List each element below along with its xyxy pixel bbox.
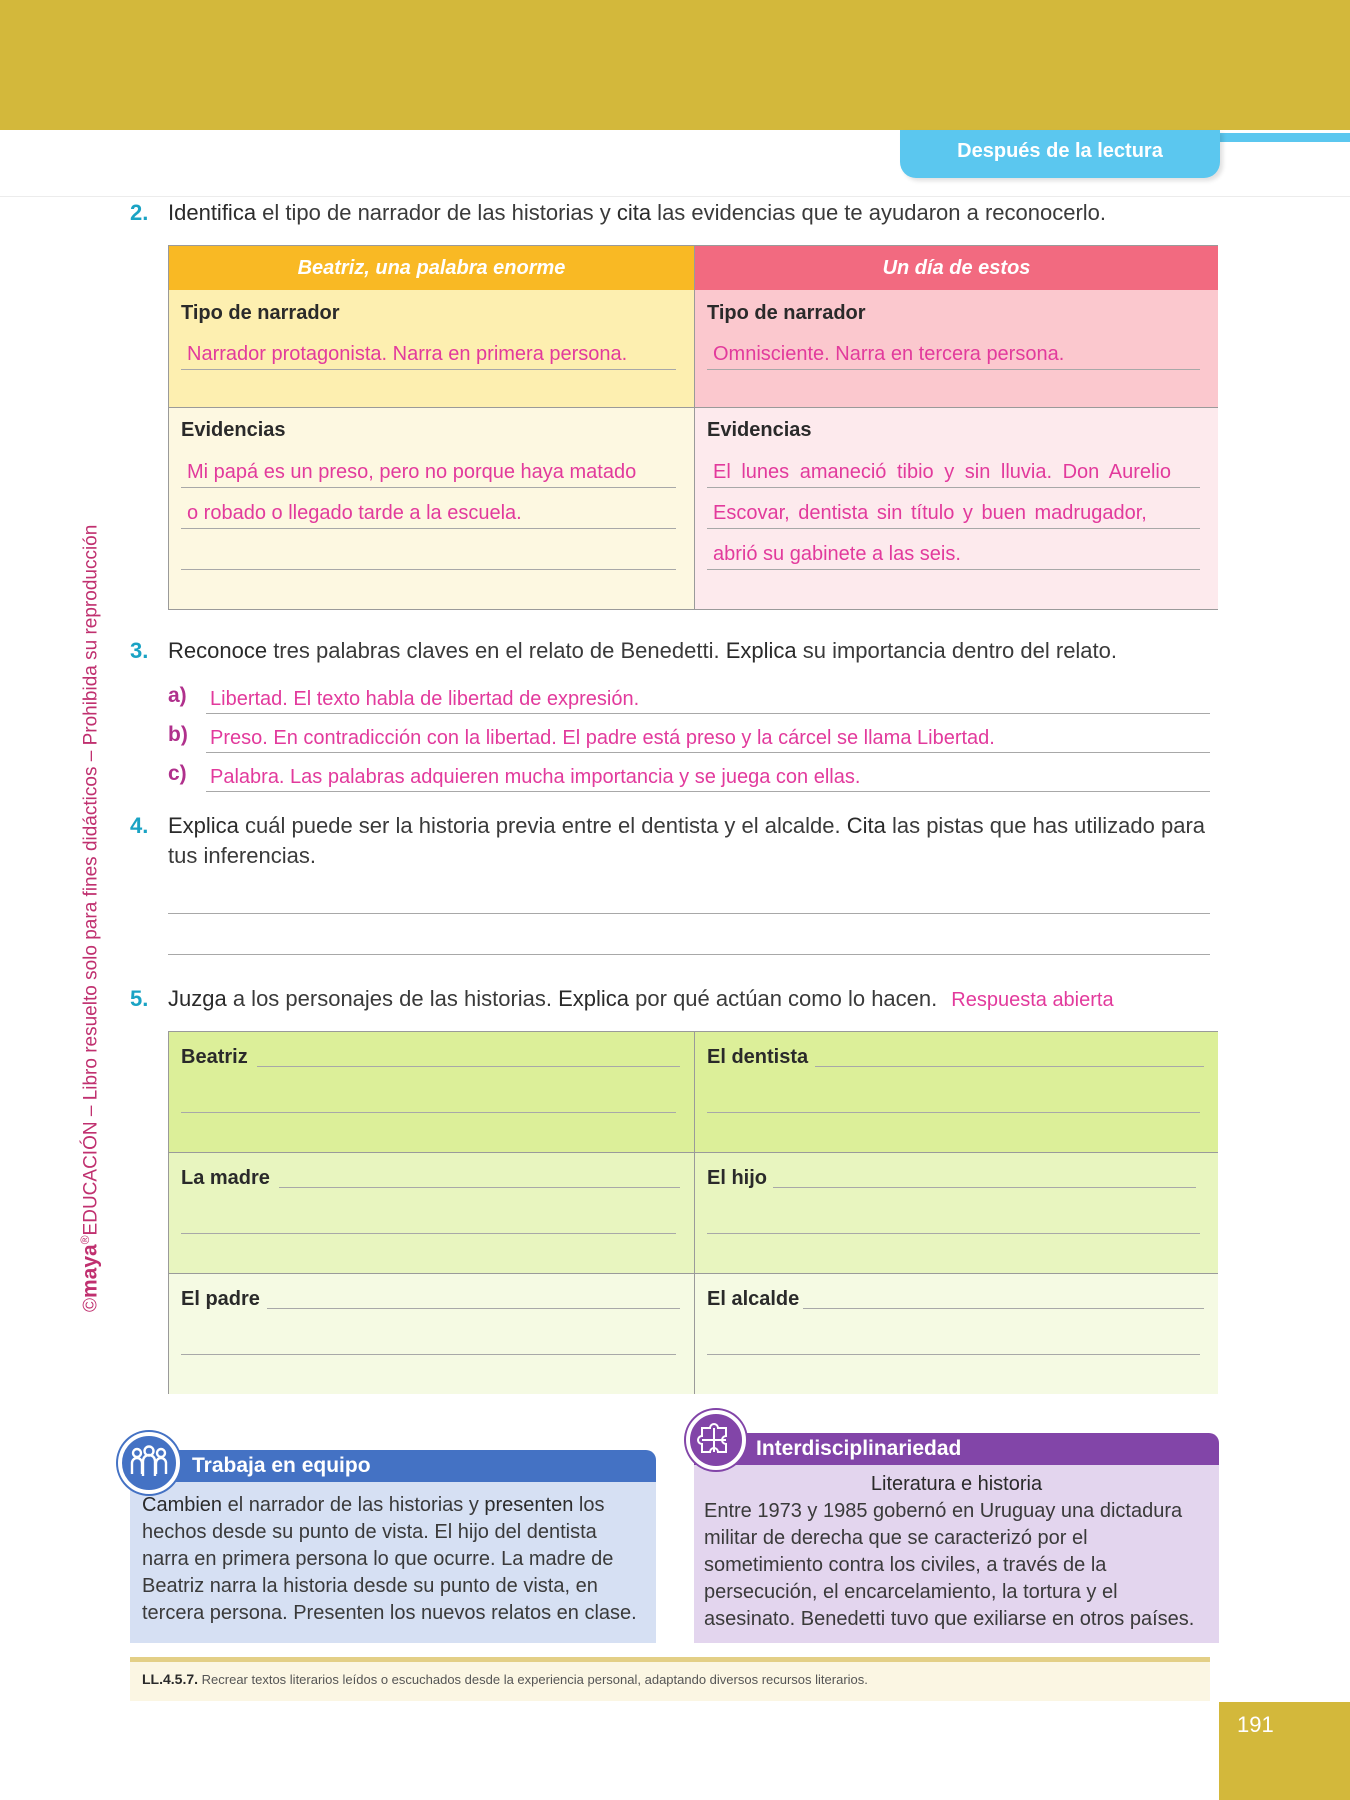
question-2 <box>130 198 1106 228</box>
open-answer-note: Respuesta abierta <box>951 989 1114 1011</box>
team-text: el narrador de las historias y <box>222 1494 485 1516</box>
characters-table <box>168 1031 1218 1394</box>
evidence-label: Evidencias <box>181 419 286 441</box>
answer-line <box>181 1233 676 1234</box>
page-number: 191 <box>1219 1702 1350 1800</box>
team-icon <box>118 1432 180 1494</box>
answer-text: Preso. En contradicción con la libertad. El padre está preso y la cárcel se llama Libertad. <box>206 723 1210 753</box>
answer-text: Libertad. El texto habla de libertad de expresión. <box>206 684 1210 714</box>
question-text: por qué actúan como lo hacen. <box>629 986 938 1011</box>
copyright-symbol: © <box>80 1298 102 1312</box>
answer-line <box>815 1066 1204 1067</box>
answer-line <box>707 1233 1200 1234</box>
answer-line <box>707 1354 1200 1355</box>
answer-line <box>707 1112 1200 1113</box>
curriculum-standard <box>130 1657 1210 1701</box>
narrator-answer: Omnisciente. Narra en tercera persona. <box>707 340 1200 370</box>
standard-code: LL.4.5.7. <box>142 1671 199 1687</box>
character-name: El alcalde <box>707 1288 800 1310</box>
narrator-answer: Narrador protagonista. Narra en primera persona. <box>181 340 676 370</box>
answer-line <box>181 1354 676 1355</box>
answer-line <box>168 913 1210 914</box>
answer-line <box>168 954 1210 955</box>
question-text: el tipo de narrador de las historias y <box>256 200 617 225</box>
answer-line <box>257 1066 680 1067</box>
copyright-note <box>78 525 102 1312</box>
question-number: 3. <box>130 638 149 663</box>
answer-line <box>181 1112 676 1113</box>
question-number: 5. <box>130 986 149 1011</box>
character-name: Beatriz <box>181 1046 248 1068</box>
character-name: La madre <box>181 1167 270 1189</box>
answer-letter: a) <box>168 684 187 707</box>
team-text: los hechos desde su punto de vista. El hijo del dentista narra en primera persona lo que ocurre. La madre de Beatriz narra la historia desde su punto de vista, en tercera persona. Presenten los nuevos relatos en clase. <box>142 1494 637 1624</box>
question-5 <box>130 984 1114 1015</box>
question-text: a los personajes de las historias. <box>226 986 559 1011</box>
answer-b <box>168 723 1210 755</box>
answer-letter: c) <box>168 762 187 785</box>
interdisciplinary-subtitle: Literatura e historia <box>870 1473 1043 1495</box>
character-cell <box>169 1274 694 1394</box>
verb: Identifica <box>168 200 257 225</box>
answer-text: Palabra. Las palabras adquieren mucha importancia y se juega con ellas. <box>206 762 1210 792</box>
interdisciplinary-title: Interdisciplinariedad <box>694 1433 1219 1465</box>
question-number: 4. <box>130 813 149 838</box>
evidence-line <box>181 540 676 570</box>
character-name: El dentista <box>707 1046 809 1068</box>
verb: Cambien <box>142 1494 223 1516</box>
team-work-title: Trabaja en equipo <box>130 1450 656 1482</box>
character-cell <box>169 1032 694 1153</box>
evidence-line: Escovar, dentista sin título y buen madrugador, <box>707 499 1200 529</box>
interdisciplinary-text: Entre 1973 y 1985 gobernó en Uruguay una dictadura militar de derecha que se caracterizó por el sometimiento contra los civiles, a través de la persecución, el encarcelamiento, la tortura y el asesinato. Benedetti tuvo que exiliarse en otros países. <box>704 1500 1195 1630</box>
verb: Explica <box>725 638 797 663</box>
evidence-line: Mi papá es un preso, pero no porque haya matado <box>181 458 676 488</box>
registered-mark: ® <box>78 1235 92 1245</box>
brand-name: maya <box>78 1244 102 1298</box>
table-header-un-dia: Un día de estos <box>694 246 1218 290</box>
evidence-line: abrió su gabinete a las seis. <box>707 540 1200 570</box>
evidence-label: Evidencias <box>707 419 812 441</box>
question-number: 2. <box>130 200 149 225</box>
header-band <box>0 0 1350 130</box>
narrator-cell-beatriz <box>169 290 694 408</box>
question-4 <box>130 811 1230 871</box>
verb: Juzga <box>168 986 227 1011</box>
question-text: las pistas que has utilizado para <box>885 813 1206 838</box>
team-work-box <box>130 1450 656 1643</box>
answer-line <box>803 1308 1204 1309</box>
evidence-cell-un-dia <box>694 408 1218 609</box>
verb: presenten <box>484 1494 574 1516</box>
question-3 <box>130 636 1117 666</box>
question-text: cuál puede ser la historia previa entre el dentista y el alcalde. <box>238 813 847 838</box>
answer-letter: b) <box>168 723 188 746</box>
narrator-label: Tipo de narrador <box>707 302 866 324</box>
answer-c <box>168 762 1210 794</box>
answer-a <box>168 684 1210 716</box>
evidence-line: El lunes amaneció tibio y sin lluvia. Don Aurelio <box>707 458 1200 488</box>
table-header-beatriz: Beatriz, una palabra enorme <box>169 246 694 290</box>
evidence-line: o robado o llegado tarde a la escuela. <box>181 499 676 529</box>
divider <box>0 196 1350 197</box>
interdisciplinary-box <box>694 1433 1219 1643</box>
verb: Cita <box>846 813 886 838</box>
question-text: tres palabras claves en el relato de Benedetti. <box>267 638 726 663</box>
character-cell <box>694 1274 1218 1394</box>
section-tab: Después de la lectura <box>900 130 1220 178</box>
verb: cita <box>616 200 652 225</box>
question-text: su importancia dentro del relato. <box>796 638 1118 663</box>
team-work-text <box>130 1482 656 1643</box>
character-cell <box>694 1153 1218 1274</box>
character-name: El hijo <box>707 1167 767 1189</box>
verb: Explica <box>558 986 630 1011</box>
character-cell <box>694 1032 1218 1153</box>
copyright-text: EDUCACIÓN – Libro resuelto solo para fines didácticos – Prohibida su reproducción <box>80 524 102 1236</box>
standard-text: Recrear textos literarios leídos o escuchados desde la experiencia personal, adaptando diversos recursos literarios. <box>198 1672 868 1687</box>
answer-line <box>279 1187 680 1188</box>
question-text: tus inferencias. <box>168 843 316 868</box>
interdisciplinary-body <box>694 1465 1219 1643</box>
narrator-cell-un-dia <box>694 290 1218 408</box>
answer-line <box>773 1187 1196 1188</box>
puzzle-icon <box>686 1410 746 1470</box>
verb: Reconoce <box>168 638 268 663</box>
narrator-table <box>168 245 1218 610</box>
answer-line <box>267 1308 680 1309</box>
evidence-cell-beatriz <box>169 408 694 609</box>
narrator-label: Tipo de narrador <box>181 302 340 324</box>
character-name: El padre <box>181 1288 260 1310</box>
verb: Explica <box>168 813 239 838</box>
character-cell <box>169 1153 694 1274</box>
question-text: las evidencias que te ayudaron a reconocerlo. <box>651 200 1107 225</box>
